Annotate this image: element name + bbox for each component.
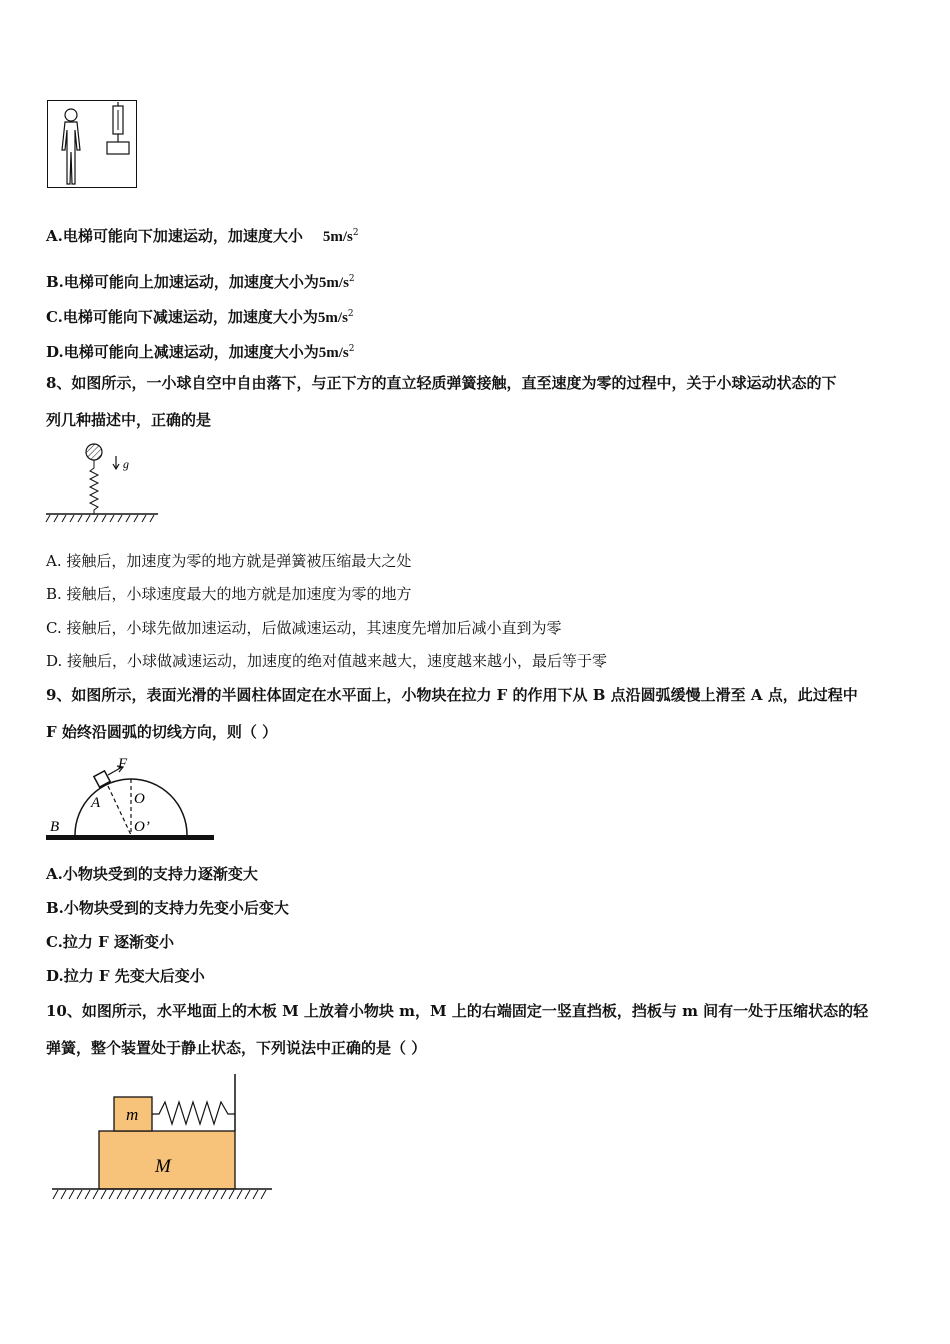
label-o: O xyxy=(134,791,145,807)
q9-option-b: B.小物块受到的支持力先变小后变大 xyxy=(46,899,289,917)
q9-option-d: D.拉力 F 先变大后变小 xyxy=(46,967,205,985)
q7-option-b xyxy=(46,269,355,293)
option-value: 5m/s xyxy=(322,229,353,245)
person-scale-diagram xyxy=(47,100,138,189)
option-value: 5m/s xyxy=(318,275,349,291)
board-block-diagram xyxy=(50,1072,276,1204)
q10-stem-line2: 弹簧，整个装置处于静止状态，下列说法中正确的是（ ） xyxy=(46,1039,427,1057)
q7-option-a xyxy=(46,223,359,247)
option-text: 电梯可能向上减速运动，加速度大小为 xyxy=(63,343,319,361)
q7-option-d xyxy=(46,339,354,363)
option-text: 电梯可能向下加速运动，加速度大小 xyxy=(62,227,303,245)
gravity-label: g xyxy=(123,457,129,471)
option-text: 电梯可能向下减速运动，加速度大小为 xyxy=(62,308,318,326)
label-b: B xyxy=(50,819,60,835)
label-a: A xyxy=(91,795,101,811)
figure-board-block-spring xyxy=(50,1072,276,1204)
q8-stem-line2: 列几种描述中，正确的是 xyxy=(46,411,212,429)
label-o-prime: O’ xyxy=(134,819,150,835)
q8-option-d: D. 接触后，小球做减速运动，加速度的绝对值越来越大，速度越来越小，最后等于零 xyxy=(46,652,608,670)
label-big-m: M xyxy=(155,1156,171,1177)
q9-stem-line2: F 始终沿圆弧的切线方向，则（ ） xyxy=(46,723,278,741)
q8-option-b: B. 接触后，小球速度最大的地方就是加速度为零的地方 xyxy=(46,585,412,603)
q8-option-c: C. 接触后，小球先做加速运动，后做减速运动，其速度先增加后减小直到为零 xyxy=(46,619,562,637)
exponent: 2 xyxy=(348,274,355,284)
label-f: F xyxy=(118,756,128,772)
option-letter: D. xyxy=(46,343,64,361)
q8-option-a: A. 接触后，加速度为零的地方就是弹簧被压缩最大之处 xyxy=(46,552,412,570)
exponent: 2 xyxy=(347,309,354,319)
label-small-m: m xyxy=(126,1105,139,1124)
figure-ball-spring xyxy=(44,438,162,524)
option-letter: A. xyxy=(46,227,63,245)
ball xyxy=(86,444,102,460)
figure-half-cylinder xyxy=(44,755,216,847)
q7-option-c xyxy=(46,304,354,328)
q9-option-c: C.拉力 F 逐渐变小 xyxy=(46,933,174,951)
option-value: 5m/s xyxy=(317,310,348,326)
ground xyxy=(46,835,214,840)
option-letter: C. xyxy=(46,308,63,326)
q9-stem-line1: 9、如图所示，表面光滑的半圆柱体固定在水平面上，小物块在拉力 F 的作用下从 B 点沿圆弧缓慢上滑至 A 点，此过程中 xyxy=(46,686,858,704)
option-letter: B. xyxy=(46,273,64,291)
ball-spring-diagram xyxy=(44,438,162,524)
half-cylinder-diagram xyxy=(44,755,216,847)
exponent: 2 xyxy=(348,344,355,354)
spring xyxy=(90,460,98,514)
q8-stem-line1: 8、如图所示，一小球自空中自由落下，与正下方的直立轻质弹簧接触，直至速度为零的过程中，关于小球运动状态的下 xyxy=(46,374,837,392)
q10-stem-line1: 10、如图所示，水平地面上的木板 M 上放着小物块 m，M 上的右端固定一竖直挡板，挡板与 m 间有一处于压缩状态的轻 xyxy=(46,1002,869,1020)
exponent: 2 xyxy=(352,228,359,238)
q9-option-a: A.小物块受到的支持力逐渐变大 xyxy=(46,865,258,883)
option-text: 电梯可能向上加速运动，加速度大小为 xyxy=(63,273,319,291)
spring xyxy=(152,1102,235,1124)
option-value: 5m/s xyxy=(318,345,349,361)
figure-person-scale xyxy=(47,100,138,189)
